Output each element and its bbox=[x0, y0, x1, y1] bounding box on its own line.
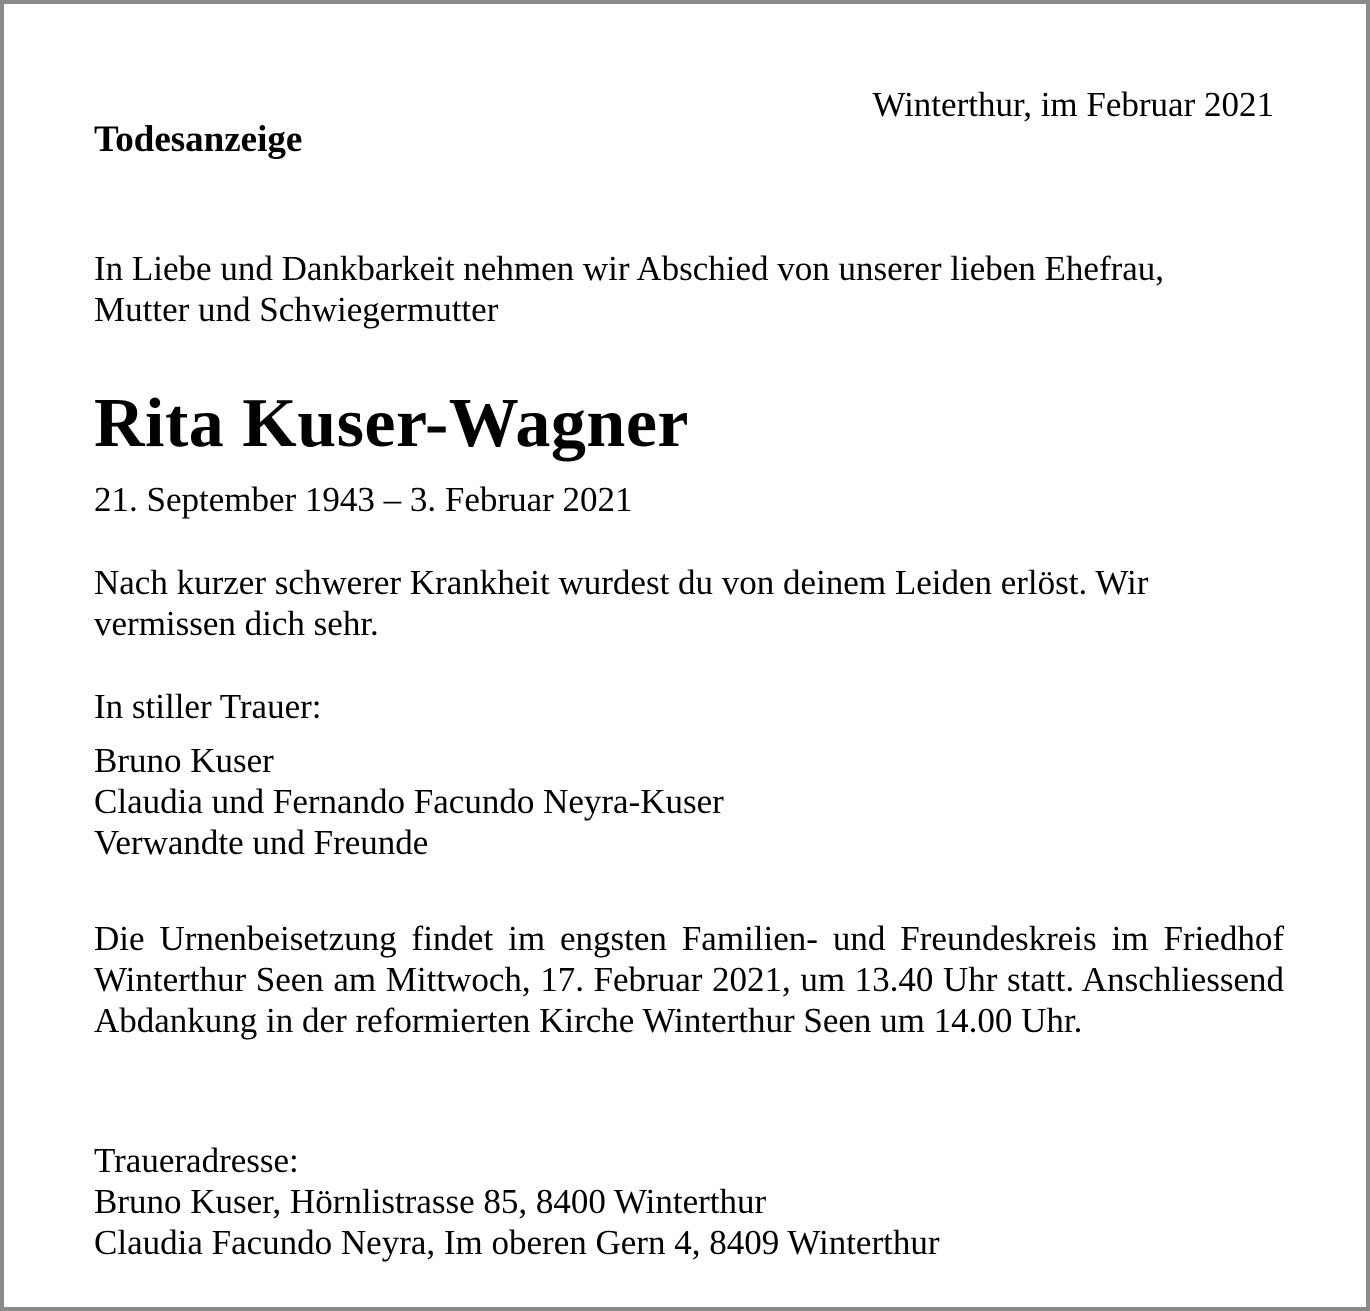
place-date: Winterthur, im Februar 2021 bbox=[872, 85, 1274, 124]
mourners-list bbox=[94, 740, 724, 863]
message-line: Nach kurzer schwerer Krankheit wurdest du von deinem Leiden erlöst. Wir bbox=[94, 563, 1149, 602]
address-block bbox=[94, 1140, 940, 1263]
intro-text bbox=[94, 248, 1164, 330]
address-line: Claudia Facundo Neyra, Im oberen Gern 4, 8409 Winterthur bbox=[94, 1223, 940, 1262]
intro-line: Mutter und Schwiegermutter bbox=[94, 290, 499, 329]
intro-line: In Liebe und Dankbarkeit nehmen wir Abschied von unserer lieben Ehefrau, bbox=[94, 249, 1165, 288]
message-text bbox=[94, 562, 1148, 644]
mourners-label: In stiller Trauer: bbox=[94, 687, 322, 726]
mourner: Verwandte und Freunde bbox=[94, 823, 429, 862]
address-line: Bruno Kuser, Hörnlistrasse 85, 8400 Winterthur bbox=[94, 1182, 767, 1221]
address-label: Traueradresse: bbox=[94, 1141, 299, 1180]
mourner: Bruno Kuser bbox=[94, 741, 274, 780]
notice-heading: Todesanzeige bbox=[94, 119, 303, 160]
mourner: Claudia und Fernando Facundo Neyra-Kuser bbox=[94, 782, 724, 821]
message-line: vermissen dich sehr. bbox=[94, 604, 379, 643]
life-dates: 21. September 1943 – 3. Februar 2021 bbox=[94, 480, 633, 519]
deceased-name: Rita Kuser-Wagner bbox=[94, 385, 689, 462]
ceremony-text: Die Urnenbeisetzung findet im engsten Familien- und Freundeskreis im Friedhof Winterthur Seen am Mittwoch, 17. Februar 2021, um 13.40 Uhr statt. Anschliessend Abdankung in der reformierten Kirche Winterthur Seen um 14.00 Uhr. bbox=[94, 919, 1284, 1040]
